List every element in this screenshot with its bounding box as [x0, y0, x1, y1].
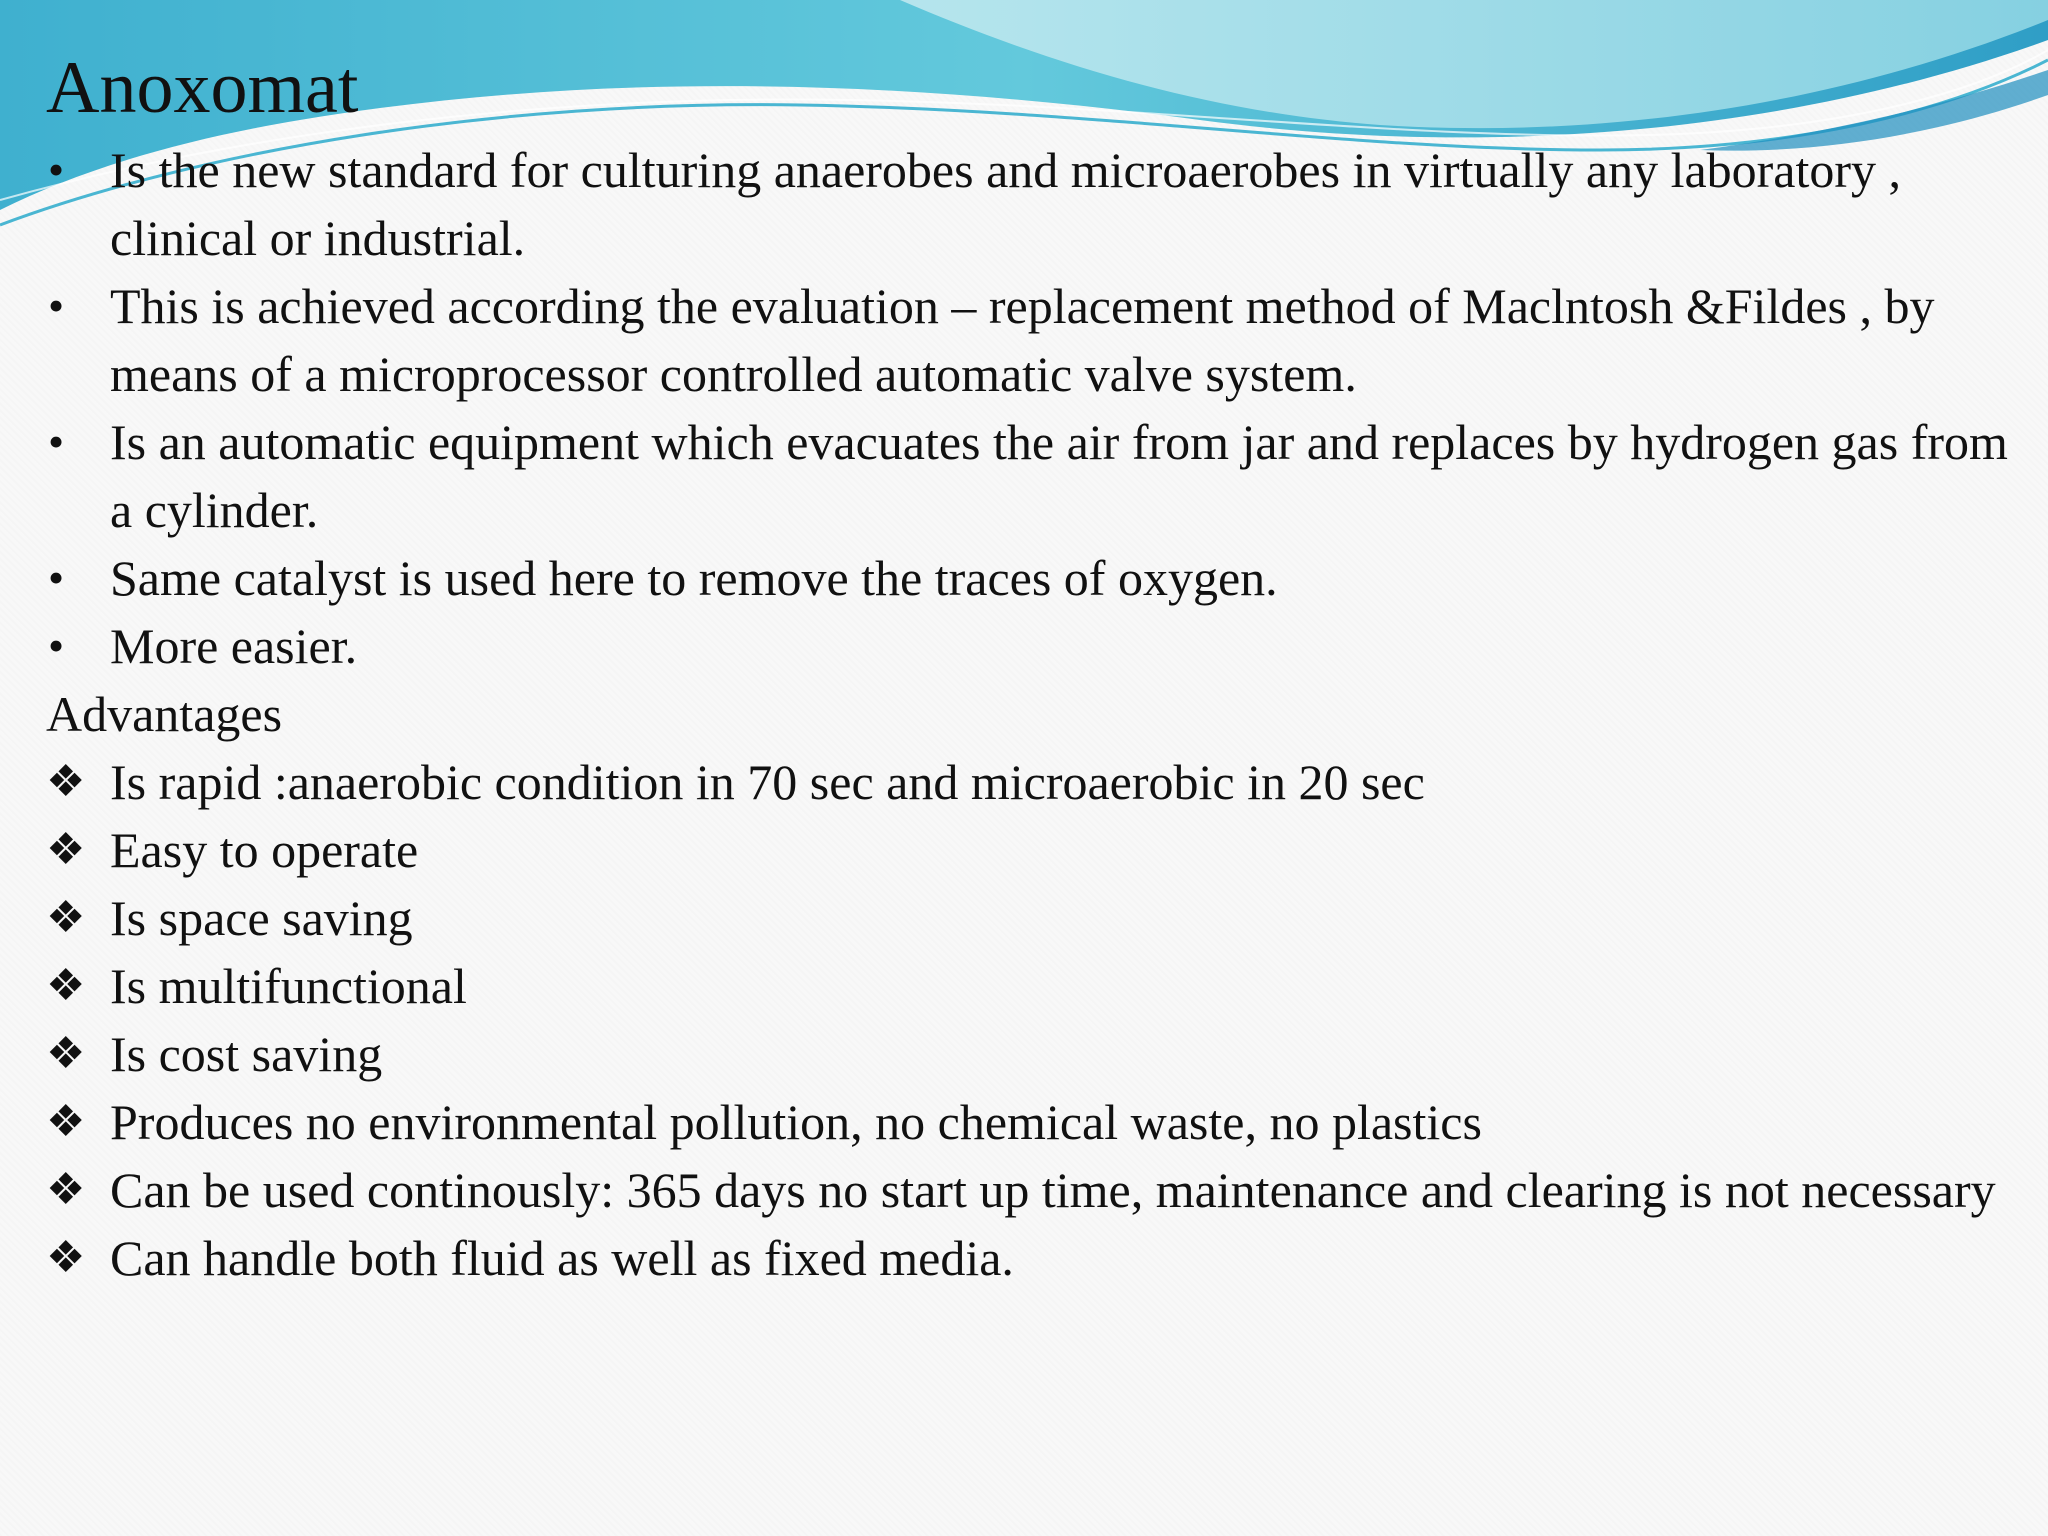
bullet-text: More easier.: [110, 618, 358, 674]
bullet-item: [46, 272, 2026, 408]
diamond-bullet-icon: ❖: [46, 961, 86, 1010]
bullet-icon: •: [48, 416, 65, 467]
advantage-item: [46, 1224, 2026, 1292]
diamond-bullet-icon: ❖: [46, 893, 86, 942]
advantage-text: Is multifunctional: [110, 958, 467, 1014]
bullet-item: [46, 408, 2026, 544]
bullet-list: [46, 136, 2026, 680]
diamond-bullet-icon: ❖: [46, 1097, 86, 1146]
advantage-item: [46, 1020, 2026, 1088]
advantage-item: [46, 1088, 2026, 1156]
advantage-text: Can handle both fluid as well as fixed media.: [110, 1230, 1014, 1286]
bullet-icon: •: [48, 144, 65, 195]
bullet-text: Is an automatic equipment which evacuates the air from jar and replaces by hydrogen gas from a cylinder.: [110, 414, 2008, 538]
advantage-item: [46, 1156, 2026, 1224]
advantage-text: Is space saving: [110, 890, 413, 946]
bullet-icon: •: [48, 552, 65, 603]
bullet-item: [46, 544, 2026, 612]
bullet-item: [46, 612, 2026, 680]
advantage-text: Is cost saving: [110, 1026, 383, 1082]
advantage-item: [46, 816, 2026, 884]
advantage-item: [46, 952, 2026, 1020]
diamond-bullet-icon: ❖: [46, 1165, 86, 1214]
advantage-item: [46, 748, 2026, 816]
bullet-text: Same catalyst is used here to remove the traces of oxygen.: [110, 550, 1278, 606]
diamond-bullet-icon: ❖: [46, 825, 86, 874]
advantage-text: Easy to operate: [110, 822, 419, 878]
diamond-bullet-icon: ❖: [46, 757, 86, 806]
advantages-heading: Advantages: [46, 686, 283, 742]
bullet-text: Is the new standard for culturing anaerobes and microaerobes in virtually any laboratory , clinical or industrial.: [110, 142, 1902, 266]
advantage-text: Produces no environmental pollution, no chemical waste, no plastics: [110, 1094, 1482, 1150]
bullet-icon: •: [48, 620, 65, 671]
advantages-list: [46, 748, 2026, 1292]
slide-title: Anoxomat: [46, 47, 359, 129]
bullet-text: This is achieved according the evaluation – replacement method of Maclntosh &Fildes , by means of a microprocessor controlled automatic valve system.: [110, 278, 1935, 402]
diamond-bullet-icon: ❖: [46, 1029, 86, 1078]
bullet-icon: •: [48, 280, 65, 331]
advantage-item: [46, 884, 2026, 952]
diamond-bullet-icon: ❖: [46, 1233, 86, 1282]
advantage-text: Is rapid :anaerobic condition in 70 sec and microaerobic in 20 sec: [110, 754, 1425, 810]
slide-content: [46, 44, 2026, 1292]
advantage-text: Can be used continously: 365 days no start up time, maintenance and clearing is not necessary: [110, 1162, 1996, 1218]
bullet-item: [46, 136, 2026, 272]
